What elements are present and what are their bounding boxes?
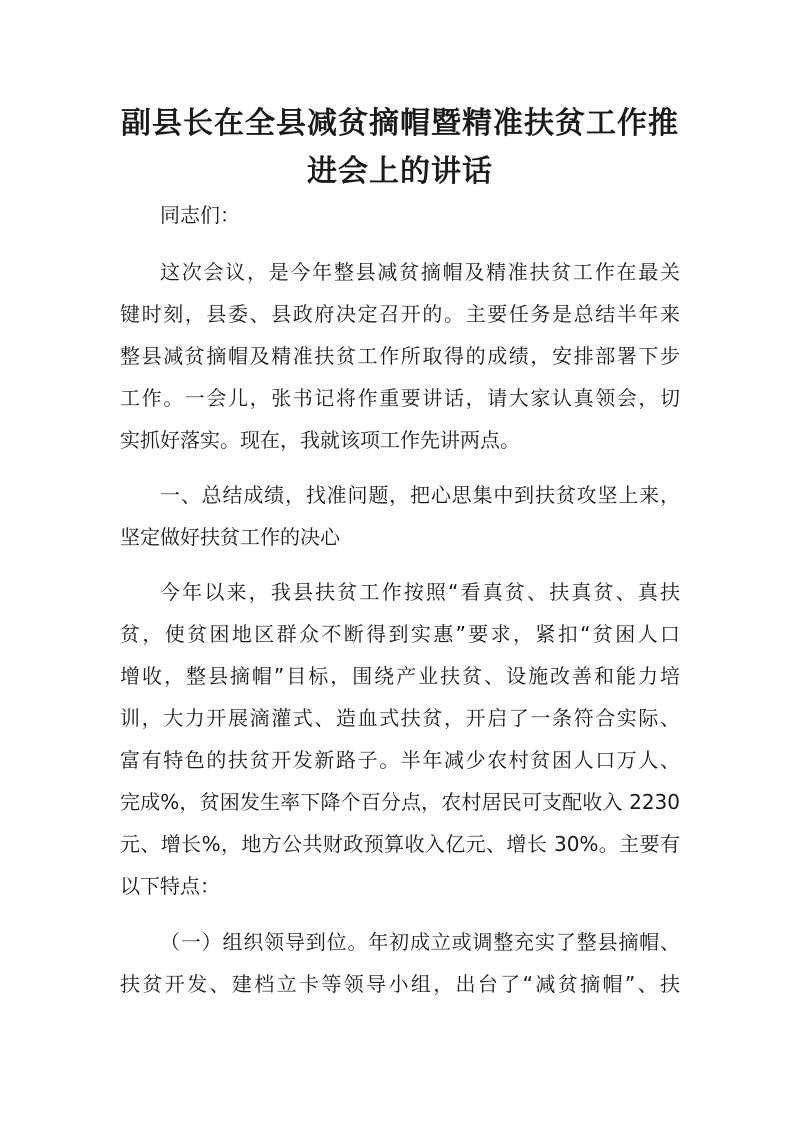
paragraph-line: 富有特色的扶贫开发新路子。半年减少农村贫困人口万人、 xyxy=(120,748,680,772)
paragraph-line: 元、增长%，地方公共财政预算收入亿元、增长 30%。主要有 xyxy=(120,832,680,856)
paragraph-line: 完成%，贫困发生率下降个百分点，农村居民可支配收入 2230 xyxy=(120,790,680,814)
paragraph-line: 工作。一会儿，张书记将作重要讲话，请大家认真领会，切 xyxy=(120,386,680,410)
paragraph-line: （一）组织领导到位。年初成立或调整充实了整县摘帽、 xyxy=(160,930,680,954)
paragraph-line: 以下特点： xyxy=(120,874,220,898)
paragraph-line: 实抓好落实。现在，我就该项工作先讲两点。 xyxy=(120,428,520,452)
paragraph-line: 这次会议，是今年整县减贫摘帽及精准扶贫工作在最关 xyxy=(160,260,680,284)
document-title-line-2: 进会上的讲话 xyxy=(307,154,493,189)
section-heading-line: 坚定做好扶贫工作的决心 xyxy=(120,525,340,549)
paragraph-line: 扶贫开发、建档立卡等领导小组，出台了“减贫摘帽”、扶 xyxy=(120,972,680,996)
paragraph-line: 训，大力开展滴灌式、造血式扶贫，开启了一条符合实际、 xyxy=(120,706,680,730)
section-heading-line: 一、总结成绩，找准问题，把心思集中到扶贫攻坚上来， xyxy=(160,483,680,507)
paragraph-line: 增收，整县摘帽”目标，围绕产业扶贫、设施改善和能力培 xyxy=(120,664,680,688)
paragraph-line: 贫，使贫困地区群众不断得到实惠”要求，紧扣“贫困人口 xyxy=(120,622,680,646)
document-title-line-1: 副县长在全县减贫摘帽暨精准扶贫工作推 xyxy=(121,106,679,141)
paragraph-line: 键时刻，县委、县政府决定召开的。主要任务是总结半年来 xyxy=(120,302,680,326)
salutation: 同志们： xyxy=(160,203,240,227)
paragraph-line: 整县减贫摘帽及精准扶贫工作所取得的成绩，安排部署下步 xyxy=(120,344,680,368)
paragraph-line: 今年以来，我县扶贫工作按照“看真贫、扶真贫、真扶 xyxy=(160,580,680,604)
